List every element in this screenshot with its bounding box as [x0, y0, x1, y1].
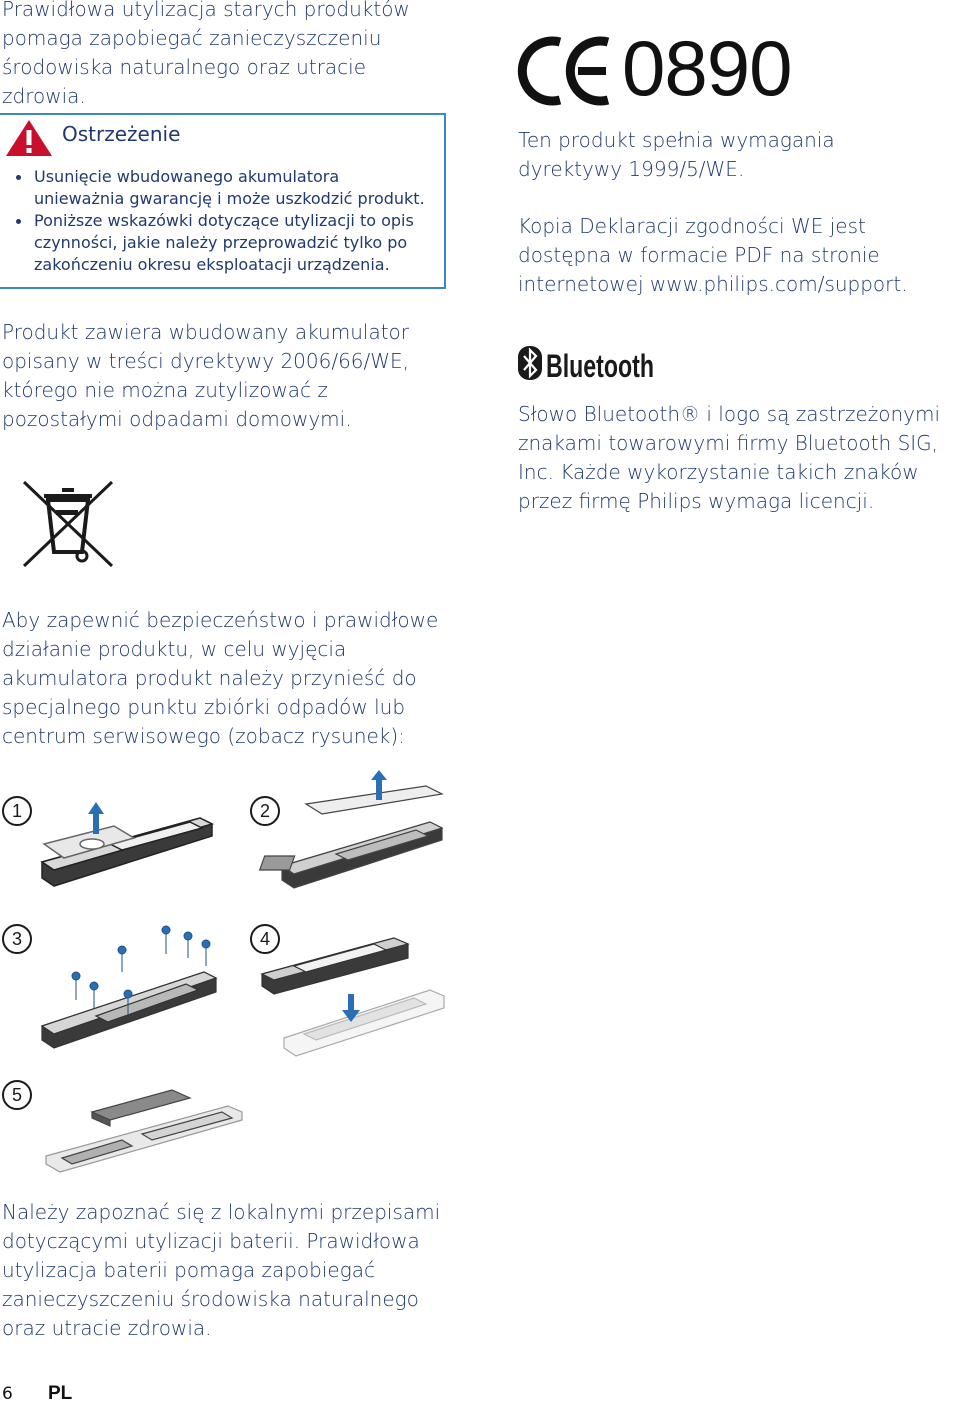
local-regulations-paragraph: Należy zapoznać się z lokalnymi przepisami dotyczącymi utylizacji baterii. Prawidłowa utylizacja baterii pomaga zapobiegać zanieczyszczeniu środowiska naturalnego oraz utracie zdrowia. — [2, 1200, 441, 1340]
bluetooth-text: Słowo Bluetooth® i logo są zastrzeżonymi znakami towarowymi firmy Bluetooth SIG, Inc. Każde wykorzystanie takich znaków przez firmę Philips wymaga licencji. — [518, 402, 941, 513]
warning-icon — [4, 118, 54, 158]
safety-paragraph: Aby zapewnić bezpieczeństwo i prawidłowe działanie produktu, w celu wyjęcia akumulatora produkt należy przynieść do specjalnego punktu zbiórki odpadów lub centrum serwisowego (zobacz rysunek): — [2, 608, 439, 748]
step-number-2: 2 — [250, 796, 280, 826]
step-1-illustration — [30, 800, 220, 900]
bluetooth-logo-text: Bluetooth — [546, 348, 654, 384]
step-number-5: 5 — [2, 1080, 32, 1110]
declaration-text: Kopia Deklaracji zgodności WE jest dostępna w formacie PDF na stronie internetowej www.philips.com/support. — [518, 214, 908, 296]
bluetooth-logo-icon — [518, 344, 658, 384]
ce-mark-icon — [518, 36, 612, 106]
step-5-illustration — [42, 1084, 252, 1176]
step-4-illustration — [254, 930, 454, 1060]
step-number-1: 1 — [2, 796, 32, 826]
step-2-illustration — [276, 770, 456, 900]
warning-item: Poniższe wskazówki dotyczące utylizacji to opis czynności, jakie należy przeprowadzić tylko po zakończeniu okresu eksploatacji urządzenia. — [16, 210, 426, 276]
step-3-illustration — [36, 920, 226, 1060]
battery-paragraph: Produkt zawiera wbudowany akumulator opisany w treści dyrektywy 2006/66/WE, którego nie można zutylizować z pozostałymi odpadami domowymi. — [2, 320, 410, 431]
step-number-3: 3 — [2, 924, 32, 954]
intro-paragraph: Prawidłowa utylizacja starych produktów pomaga zapobiegać zanieczyszczeniu środowiska naturalnego oraz utracie zdrowia. — [2, 0, 410, 108]
warning-title: Ostrzeżenie — [62, 122, 181, 146]
page-number: 6 — [2, 1384, 13, 1404]
crossed-bin-icon — [20, 478, 116, 570]
warning-item: Usunięcie wbudowanego akumulatora unieważnia gwarancję i może uszkodzić produkt. — [16, 166, 426, 210]
page-language: PL — [48, 1383, 73, 1404]
ce-compliance-text: Ten produkt spełnia wymagania dyrektywy 1999/5/WE. — [518, 128, 835, 181]
warning-list — [16, 166, 426, 276]
step-number-4: 4 — [250, 924, 280, 954]
ce-number: 0890 — [622, 24, 792, 112]
